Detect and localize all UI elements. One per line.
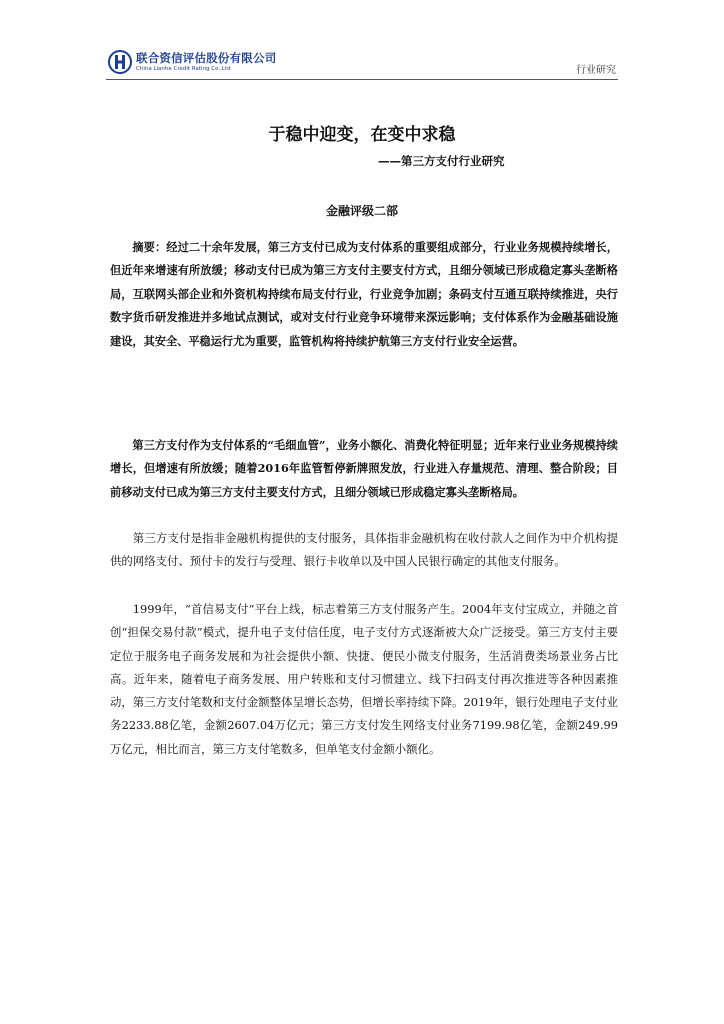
header-divider xyxy=(106,79,618,80)
company-name-cn: 联合资信评估股份有限公司 xyxy=(136,51,277,65)
report-title: 于稳中迎变，在变中求稳 xyxy=(268,125,456,145)
department-name: 金融评级二部 xyxy=(325,204,398,218)
company-name-en: China Lianhe Credit Rating Co.,Ltd xyxy=(136,66,231,72)
report-subtitle: ——第三方支付行业研究 xyxy=(378,154,505,168)
company-logo-icon xyxy=(108,50,132,74)
body-paragraph: 第三方支付是指非金融机构提供的支付服务，具体指非金融机构在收付款人之间作为中介机构提供的网络支付、预付卡的发行与受理、银行卡收单以及中国人民银行确定的其他支付服务。 xyxy=(110,531,618,569)
page-header xyxy=(106,46,618,78)
body-paragraph: 1999年，“首信易支付”平台上线，标志着第三方支付服务产生。2004年支付宝成立，并随之首创“担保交易付款”模式，提升电子支付信任度，电子支付方式逐渐被大众广泛接受。第三方支付主要定位于服务电子商务发展和为社会提供小额、快捷、便民小微支付服务，生活消费类场景业务占比高。近年来，随着电子商务发展、用户转账和支付习惯建立、线下扫码支付再次推进等各种因素推动，第三方支付笔数和支付金额整体呈增长态势，但增长率持续下降。2019年，银行处理电子支付业务2233.88亿笔，金额2607.04万亿元；第三方支付发生网络支付业务7199.98亿笔，金额249.99万亿元，相比而言，第三方支付笔数多，但单笔支付金额小额化。 xyxy=(110,602,618,756)
abstract-paragraph: 摘要：经过二十余年发展，第三方支付已成为支付体系的重要组成部分，行业业务规模持续增长，但近年来增速有所放缓；移动支付已成为第三方支付主要支付方式，且细分领域已形成稳定寡头垄断格局，互联网头部企业和外资机构持续布局支付行业，行业竞争加剧；条码支付互通互联持续推进，央行数字货币研发推进并多地试点测试，或对支付行业竞争环境带来深远影响；支付体系作为金融基础设施建设，其安全、平稳运行尤为重要，监管机构将持续护航第三方支付行业安全运营。 xyxy=(110,240,618,348)
intro-paragraph: 第三方支付作为支付体系的“毛细血管”，业务小额化、消费化特征明显；近年来行业业务规模持续增长，但增速有所放缓；随着2016年监管暂停新牌照发放，行业进入存量规范、清理、整合阶段；目前移动支付已成为第三方支付主要支付方式，且细分领域已形成稳定寡头垄断格局。 xyxy=(110,438,618,499)
report-category: 行业研究 xyxy=(576,65,616,76)
